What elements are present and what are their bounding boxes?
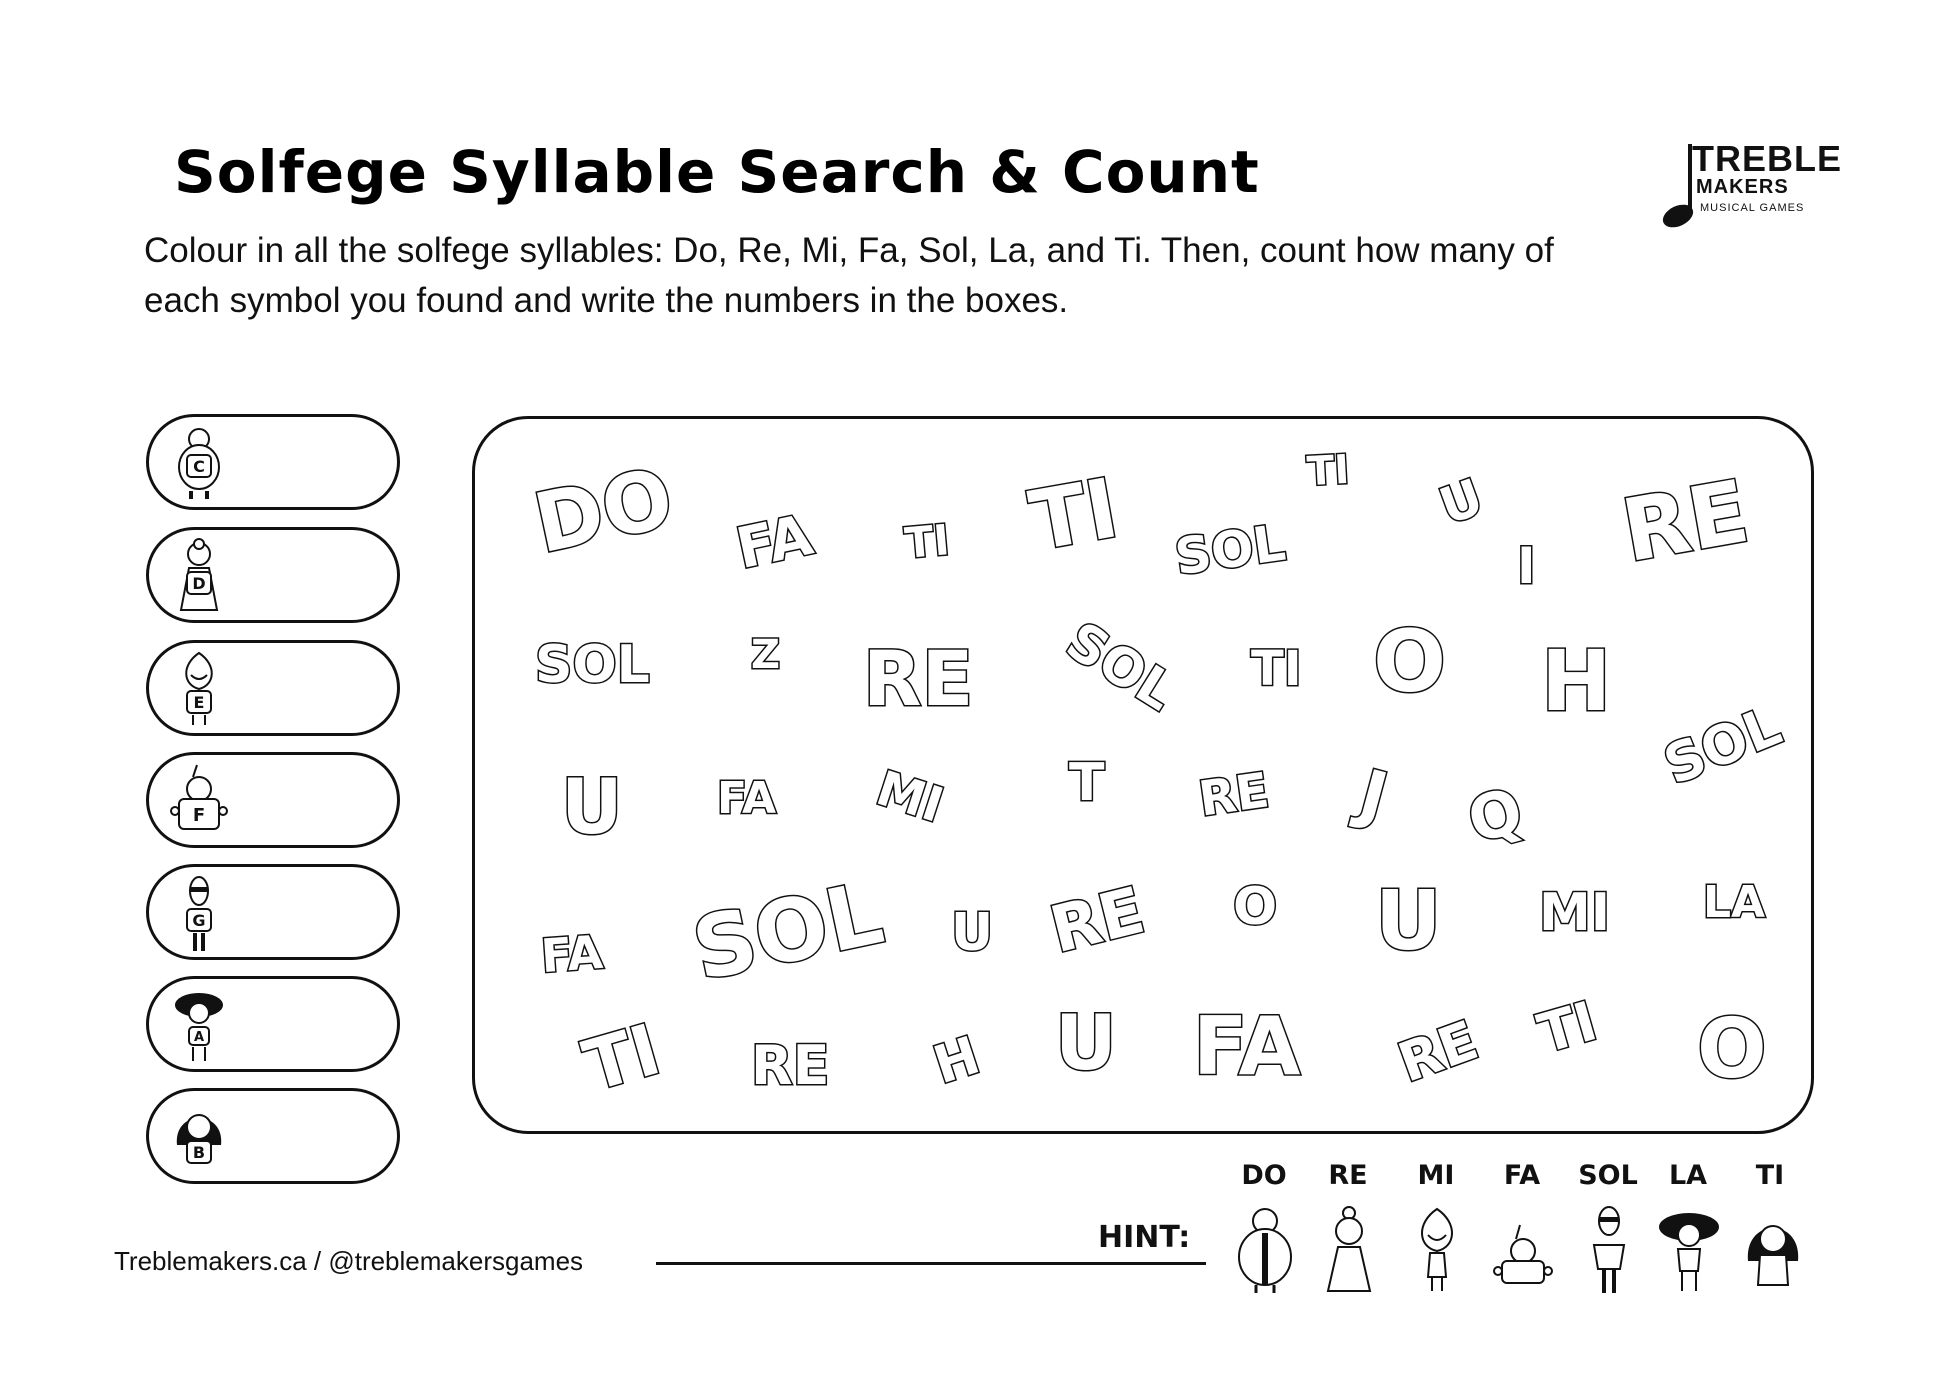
puzzle-word[interactable]: SOL [535, 635, 650, 695]
hint-character-fa-icon [1488, 1205, 1558, 1295]
puzzle-word[interactable]: FA [717, 773, 777, 824]
hint-character-ti-icon [1738, 1205, 1808, 1295]
puzzle-word[interactable]: TI [902, 515, 952, 568]
puzzle-word[interactable]: RE [1043, 873, 1152, 969]
puzzle-word[interactable]: O [1697, 1002, 1767, 1097]
character-c-letter: C [193, 457, 205, 476]
puzzle-word[interactable]: Q [1460, 773, 1531, 858]
character-f-letter: F [192, 805, 206, 826]
hint-syllable-fa: FA [1503, 1160, 1541, 1191]
puzzle-word[interactable]: MI [1539, 883, 1611, 943]
count-box-b[interactable] [146, 1088, 400, 1184]
instructions-text: Colour in all the solfege syllables: Do, Re, Mi, Fa, Sol, La, and Ti. Then, count how many of each symbol you found and write the numbers in the boxes. [144, 231, 1554, 320]
character-a-icon [163, 987, 235, 1065]
hint-character-do-icon [1230, 1205, 1300, 1295]
footer-divider [656, 1262, 1206, 1265]
character-b-icon [163, 1099, 235, 1177]
hint-syllable-la: LA [1668, 1160, 1708, 1191]
puzzle-word[interactable]: RE [1390, 1008, 1486, 1095]
puzzle-word[interactable]: H [1541, 632, 1612, 730]
character-g-letter: G [192, 911, 206, 930]
puzzle-word[interactable]: U [1375, 874, 1442, 969]
character-e-letter: E [193, 693, 205, 712]
puzzle-word[interactable]: FA [730, 502, 819, 583]
count-box-d[interactable] [146, 527, 400, 623]
character-b-letter: B [192, 1143, 206, 1162]
puzzle-word[interactable]: Z [751, 632, 781, 678]
puzzle-word[interactable]: I [1517, 537, 1536, 595]
puzzle-word[interactable]: FA [1193, 1000, 1301, 1093]
footer-link[interactable]: Treblemakers.ca / @treblemakersgames [114, 1246, 584, 1276]
puzzle-word[interactable]: U [1432, 467, 1491, 537]
count-box-e[interactable] [146, 640, 400, 736]
puzzle-word[interactable]: TI [1305, 446, 1351, 496]
hint-character-sol-icon [1574, 1205, 1644, 1295]
hint-label: HINT: [1098, 1220, 1191, 1255]
character-f-icon [163, 763, 235, 841]
puzzle-word[interactable]: DO [526, 450, 682, 573]
puzzle-word[interactable]: FA [539, 924, 605, 984]
puzzle-word[interactable]: RE [1195, 762, 1273, 828]
puzzle-word[interactable]: TI [1531, 989, 1604, 1066]
character-a-letter: A [193, 1030, 205, 1045]
hint-character-mi-icon [1402, 1205, 1472, 1295]
treblemakers-logo [1660, 138, 1842, 230]
character-g-icon [163, 875, 235, 953]
puzzle-word[interactable]: O [1373, 612, 1447, 712]
character-d-letter: D [192, 574, 206, 593]
count-box-f[interactable] [146, 752, 400, 848]
hint-character-la-icon [1654, 1205, 1724, 1295]
puzzle-word[interactable]: SOL [1655, 694, 1790, 798]
puzzle-word[interactable]: T [1069, 753, 1105, 813]
puzzle-word[interactable]: SOL [1171, 513, 1289, 587]
puzzle-word[interactable]: LA [1703, 877, 1766, 928]
logo-line-3: MUSICAL GAMES [1700, 202, 1805, 214]
hint-syllable-do: DO [1241, 1160, 1287, 1191]
hint-character-re-icon [1314, 1205, 1384, 1295]
hint-syllable-ti: TI [1755, 1160, 1785, 1191]
character-e-icon [163, 651, 235, 729]
count-box-a[interactable] [146, 976, 400, 1072]
puzzle-word[interactable]: TI [1251, 641, 1302, 697]
puzzle-word[interactable]: TI [1023, 461, 1125, 570]
puzzle-word[interactable]: U [561, 762, 623, 851]
count-box-g[interactable] [146, 864, 400, 960]
puzzle-word[interactable]: H [926, 1025, 987, 1097]
hint-syllable-re: RE [1328, 1160, 1368, 1191]
hint-syllable-sol: SOL [1578, 1160, 1638, 1191]
word-search-board [472, 416, 1814, 1134]
puzzle-word[interactable]: SOL [684, 863, 892, 1001]
character-c-icon [163, 425, 235, 503]
puzzle-word[interactable]: U [1055, 998, 1117, 1087]
puzzle-word[interactable]: SOL [1055, 611, 1185, 723]
hint-syllable-mi: MI [1417, 1160, 1455, 1191]
puzzle-word[interactable]: TI [575, 1008, 669, 1108]
puzzle-word[interactable]: RE [1615, 461, 1756, 583]
puzzle-word[interactable]: O [1233, 877, 1278, 937]
puzzle-word[interactable]: U [951, 903, 994, 963]
puzzle-word[interactable]: MI [869, 760, 950, 834]
count-box-c[interactable] [146, 414, 400, 510]
page-title: Solfege Syllable Search & Count [174, 138, 1260, 206]
character-d-icon [163, 538, 235, 616]
puzzle-word[interactable]: J [1351, 755, 1396, 836]
logo-line-1: TREBLE [1692, 138, 1842, 179]
puzzle-word[interactable]: RE [863, 634, 974, 723]
puzzle-word[interactable]: RE [751, 1034, 830, 1097]
logo-line-2: MAKERS [1696, 176, 1789, 198]
